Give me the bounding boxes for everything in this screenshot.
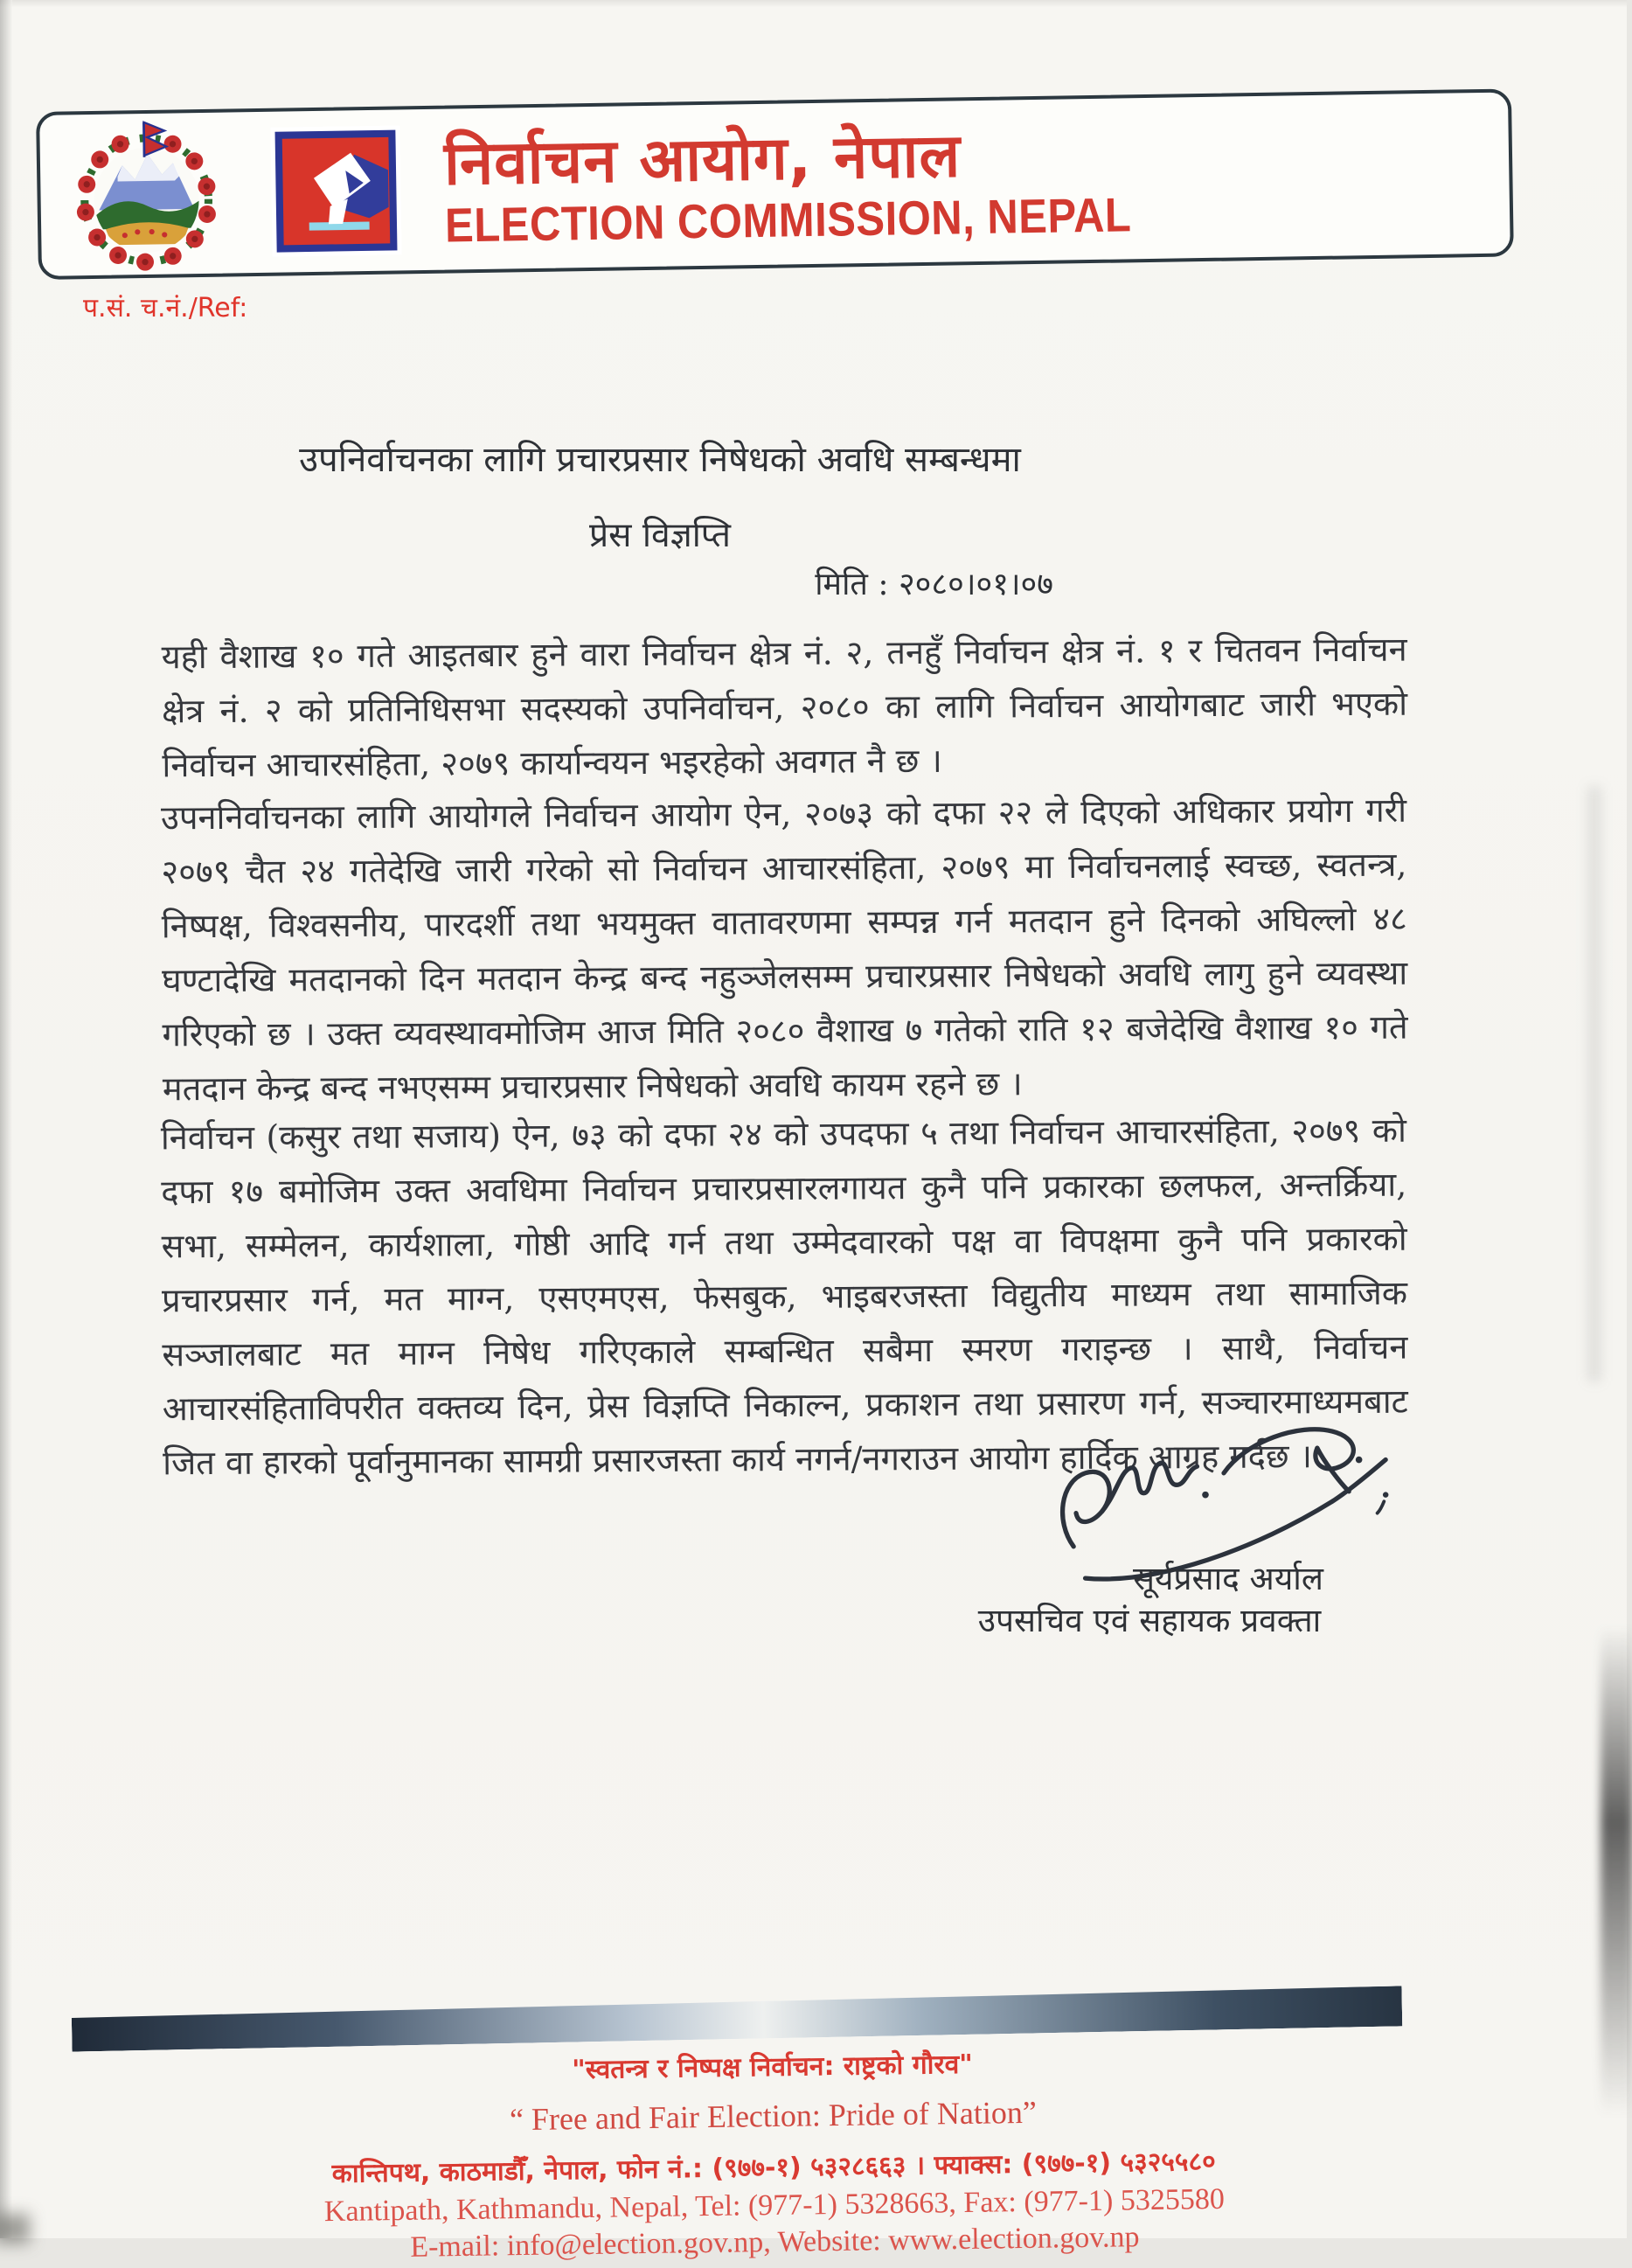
org-name-block [443,121,1132,253]
footer-address-nepali: कान्तिपथ, काठमाडौँ, नेपाल, फोन नं.: (९७७-१) ५३२८६६३ । फ्याक्स: (९७७-१) ५३२५५८० [331,2146,1216,2190]
body-paragraph-1: यही वैशाख १० गते आइतबार हुने वारा निर्वाचन क्षेत्र नं. २, तनहुँ निर्वाचन क्षेत्र नं. १ र चितवन निर्वाचन क्षेत्र नं. २ को प्रतिनिधिसभा सदस्यको उपनिर्वाचन, २०८० का लागि निर्वाचन आयोगबाट जारी भएको निर्वाचन आचारसंहिता, २०७९ कार्यान्वयन भइरहेको अवगत नै छ । [161,630,1408,785]
nepal-coat-of-arms-icon [62,120,231,269]
ec-ballot-box-logo-icon [268,123,403,258]
letterhead [35,38,1593,280]
scan-corner-smudge [0,2214,30,2244]
org-name-nepali: निर्वाचन आयोग, नेपाल [443,121,962,199]
scan-edge-left [0,0,12,2238]
letterhead-card [36,88,1514,279]
date-line: मिति : २०८०।०१।०७ [815,567,1053,602]
footer-email-website: E-mail: info@election.gov.np, Website: www.election.gov.np [410,2221,1140,2264]
scan-edge-top [0,0,1627,7]
scan-streak-right [1588,787,1601,1381]
reference-number-label: प.सं. च.नं./Ref: [83,293,248,324]
body-paragraph-2: उपननिर्वाचनका लागि आयोगले निर्वाचन आयोग ऐन, २०७३ को दफा २२ ले दिएको अधिकार प्रयोग गरी २०७९ चैत २४ गतेदेखि जारी गरेको सो निर्वाचन आचारसंहिता, २०७९ मा निर्वाचनलाई स्वच्छ, स्वतन्त्र, निष्पक्ष, विश्वसनीय, पारदर्शी तथा भयमुक्त वातावरणमा सम्पन्न गर्न मतदान हुने दिनको अघिल्लो ४८ घण्टादेखि मतदानको दिन मतदान केन्द्र बन्द नहुञ्जेलसम्म प्रचारप्रसार निषेधको अवधि लागु हुने व्यवस्था गरिएको छ । उक्त व्यवस्थावमोजिम आज मिति २०८० वैशाख ७ गतेको राति १२ बजेदेखि वैशाख १० गते मतदान केन्द्र बन्द नभएसम्म प्रचारप्रसार निषेधको अवधि कायम रहने छ । [160,790,1408,1109]
signatory-title: उपसचिव एवं सहायक प्रवक्ता [977,1602,1322,1639]
scan-smudge-right [1601,1626,1632,2116]
signatory-name: सूर्यप्रसाद अर्याल [1133,1560,1323,1597]
footer-block [151,2039,1395,2268]
footer-address-english: Kantipath, Kathmandu, Nepal, Tel: (977-1) 5328663, Fax: (977-1) 5325580 [323,2182,1226,2229]
footer-slogan-english: “ Free and Fair Election: Pride of Nation” [509,2094,1038,2138]
document-type-heading: प्रेस विज्ञप्ति [588,516,732,555]
org-name-english: ELECTION COMMISSION, NEPAL [444,188,1132,253]
letter-subject: उपनिर्वाचनका लागि प्रचारप्रसार निषेधको अवधि सम्बन्धमा [299,440,1021,480]
footer-slogan-nepali: "स्वतन्त्र र निष्पक्ष निर्वाचन: राष्ट्रको गौरव" [572,2049,974,2086]
body-paragraph-3: निर्वाचन (कसुर तथा सजाय) ऐन, ७३ को दफा २४ को उपदफा ५ तथा निर्वाचन आचारसंहिता, २०७९ को दफा १७ बमोजिम उक्त अवधिमा निर्वाचन प्रचारप्रसारलगायत कुनै पनि प्रकारका छलफल, अन्तर्क्रिया, सभा, सम्मेलन, कार्यशाला, गोष्ठी आदि गर्न तथा उम्मेदवारको पक्ष वा विपक्षमा कुनै पनि प्रकारको प्रचारप्रसार गर्न, मत माग्न, एसएमएस, फेसबुक, भाइबरजस्ता विद्युतीय माध्यम तथा सामाजिक सञ्जालबाट मत माग्न निषेध गरिएकाले सम्बन्धित सबैमा स्मरण गराइन्छ । साथै, निर्वाचन आचारसंहिताविपरीत वक्तव्य दिन, प्रेस विज्ञप्ति निकाल्न, प्रकाशन तथा प्रसारण गर्न, सञ्चारमाध्यमबाट जित वा हारको पूर्वानुमानका सामग्री प्रसारजस्ता कार्य नगर्न/नगराउन आयोग हार्दिक आग्रह गर्दछ । [160,1110,1408,1483]
